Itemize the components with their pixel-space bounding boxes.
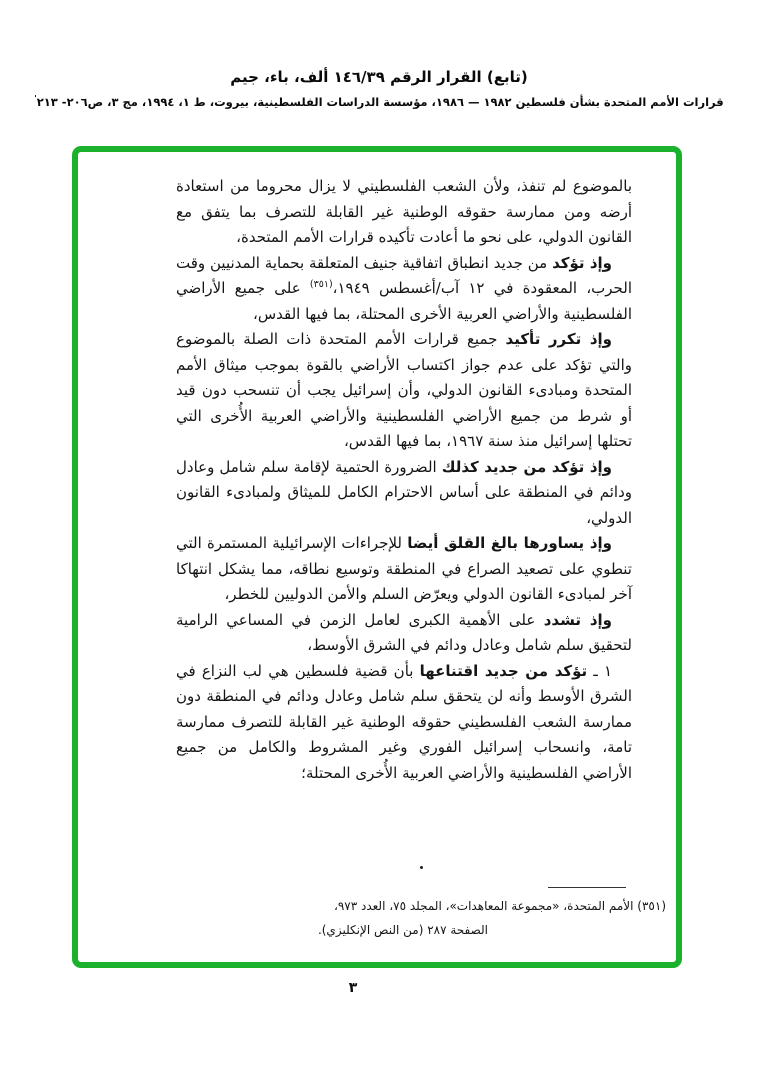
paragraph-text: على الأهمية الكبرى لعامل الزمن في المساعي الرامية لتحقيق سلم شامل وعادل ودائم في الشرق الأوسط،: [176, 610, 632, 654]
section-separator-dot: [420, 866, 423, 869]
paragraph-lead: وإذ تشدد: [543, 610, 612, 629]
footnote-divider: [548, 887, 626, 888]
footnote: [294, 887, 666, 942]
operative-paragraph-1: [176, 659, 632, 787]
preamble-paragraph-peace: [176, 455, 632, 532]
footnote-ref: (٣٥١): [309, 279, 333, 290]
paragraph-lead: تؤكد من جديد اقتناعها: [419, 661, 588, 680]
highlighted-region: [72, 146, 682, 968]
source-footnote-mark: ': [34, 94, 37, 103]
paragraph-text: للإجراءات الإسرائيلية المستمرة التي تنطوي على تصعيد الصراع في المنطقة وتوسيع نطاقه، مما يشكل انتهاكا آخر لمبادىء القانون الدولي ويعرّض السلم والأمن الدوليين للخطر،: [176, 534, 632, 603]
preamble-paragraph-time-factor: [176, 608, 632, 659]
document-header: [0, 68, 758, 109]
preamble-paragraph-geneva: [176, 251, 632, 328]
resolution-text: [78, 152, 676, 786]
paragraph-text: جميع قرارات الأمم المتحدة ذات الصلة بالموضوع والتي تؤكد على عدم جواز اكتساب الأراضي بالقوة بموجب ميثاق الأمم المتحدة ومبادىء القانون الدولي، وأن إسرائيل يجب أن تنسحب دون قيد أو شرط من جميع الأراضي الفلسطينية والأراضي العربية الأُخرى التي تحتلها إسرائيل منذ سنة ١٩٦٧، بما فيها القدس،: [176, 330, 632, 450]
source-citation-text: قرارات الأمم المتحدة بشأن فلسطين ١٩٨٢ — ١٩٨٦، مؤسسة الدراسات الفلسطينية، بيروت، ط ١، ١٩٩٤، مج ٣، ص٢٠٦- ٢١٣: [36, 94, 724, 109]
source-citation: [0, 94, 758, 109]
paragraph-text: من جديد انطباق اتفاقية جنيف المتعلقة بحماية المدنيين وقت الحرب، المعقودة في ١٢ آب/أغسطس ١٩٤٩،: [176, 253, 632, 297]
paragraph-text: الضرورة الحتمية لإقامة سلم شامل وعادل ودائم في المنطقة على أساس الاحترام الكامل للميثاق ولمبادىء القانون الدولي،: [176, 457, 632, 527]
resolution-title: (تابع) القرار الرقم ١٤٦/٣٩ ألف، باء، جيم: [230, 68, 528, 86]
paragraph-text: بالموضوع لم تنفذ، ولأن الشعب الفلسطيني لا يزال محروما من استعادة أرضه ومن ممارسة حقوقه الوطنية غير القابلة للتصرف بما يتفق مع القانون الدولي، على نحو ما أعادت تأكيده قرارات الأمم المتحدة،: [176, 177, 632, 246]
paragraph-lead: وإذ تؤكد: [552, 253, 612, 272]
paragraph-number: ١ ـ: [587, 661, 612, 680]
footnote-text-line2: الصفحة ٢٨٧ (من النص الإنكليزي).: [317, 923, 488, 937]
paragraph-lead: وإذ تؤكد من جديد كذلك: [441, 457, 612, 476]
paragraph-lead: وإذ تكرر تأكيد: [505, 330, 612, 348]
preamble-paragraph-concern: [176, 531, 632, 608]
paragraph-lead: وإذ يساورها بالغ القلق أيضا: [407, 534, 612, 552]
paragraph-text: بأن قضية فلسطين هي لب النزاع في الشرق الأوسط وأنه لن يتحقق سلم شامل وعادل ودائم في المنطقة دون ممارسة الشعب الفلسطيني حقوقه الوطنية غير القابلة للتصرف ممارسة تامة، وانسحاب إسرائيل الفوري وغير المشروط والكامل من جميع الأراضي الفلسطينية والأراضي العربية الأُخرى المحتلة؛: [176, 661, 632, 782]
preamble-paragraph-resolutions: [176, 327, 632, 455]
paragraph-continuation: [176, 174, 632, 251]
page-number: ٣: [348, 980, 358, 996]
paragraph-text: على جميع الأراضي الفلسطينية والأراضي العربية الأخرى المحتلة، بما فيها القدس،: [176, 279, 632, 323]
footnote-text-line1: (٣٥١) الأمم المتحدة، «مجموعة المعاهدات»، المجلد ٧٥، العدد ٩٧٣،: [333, 899, 666, 913]
